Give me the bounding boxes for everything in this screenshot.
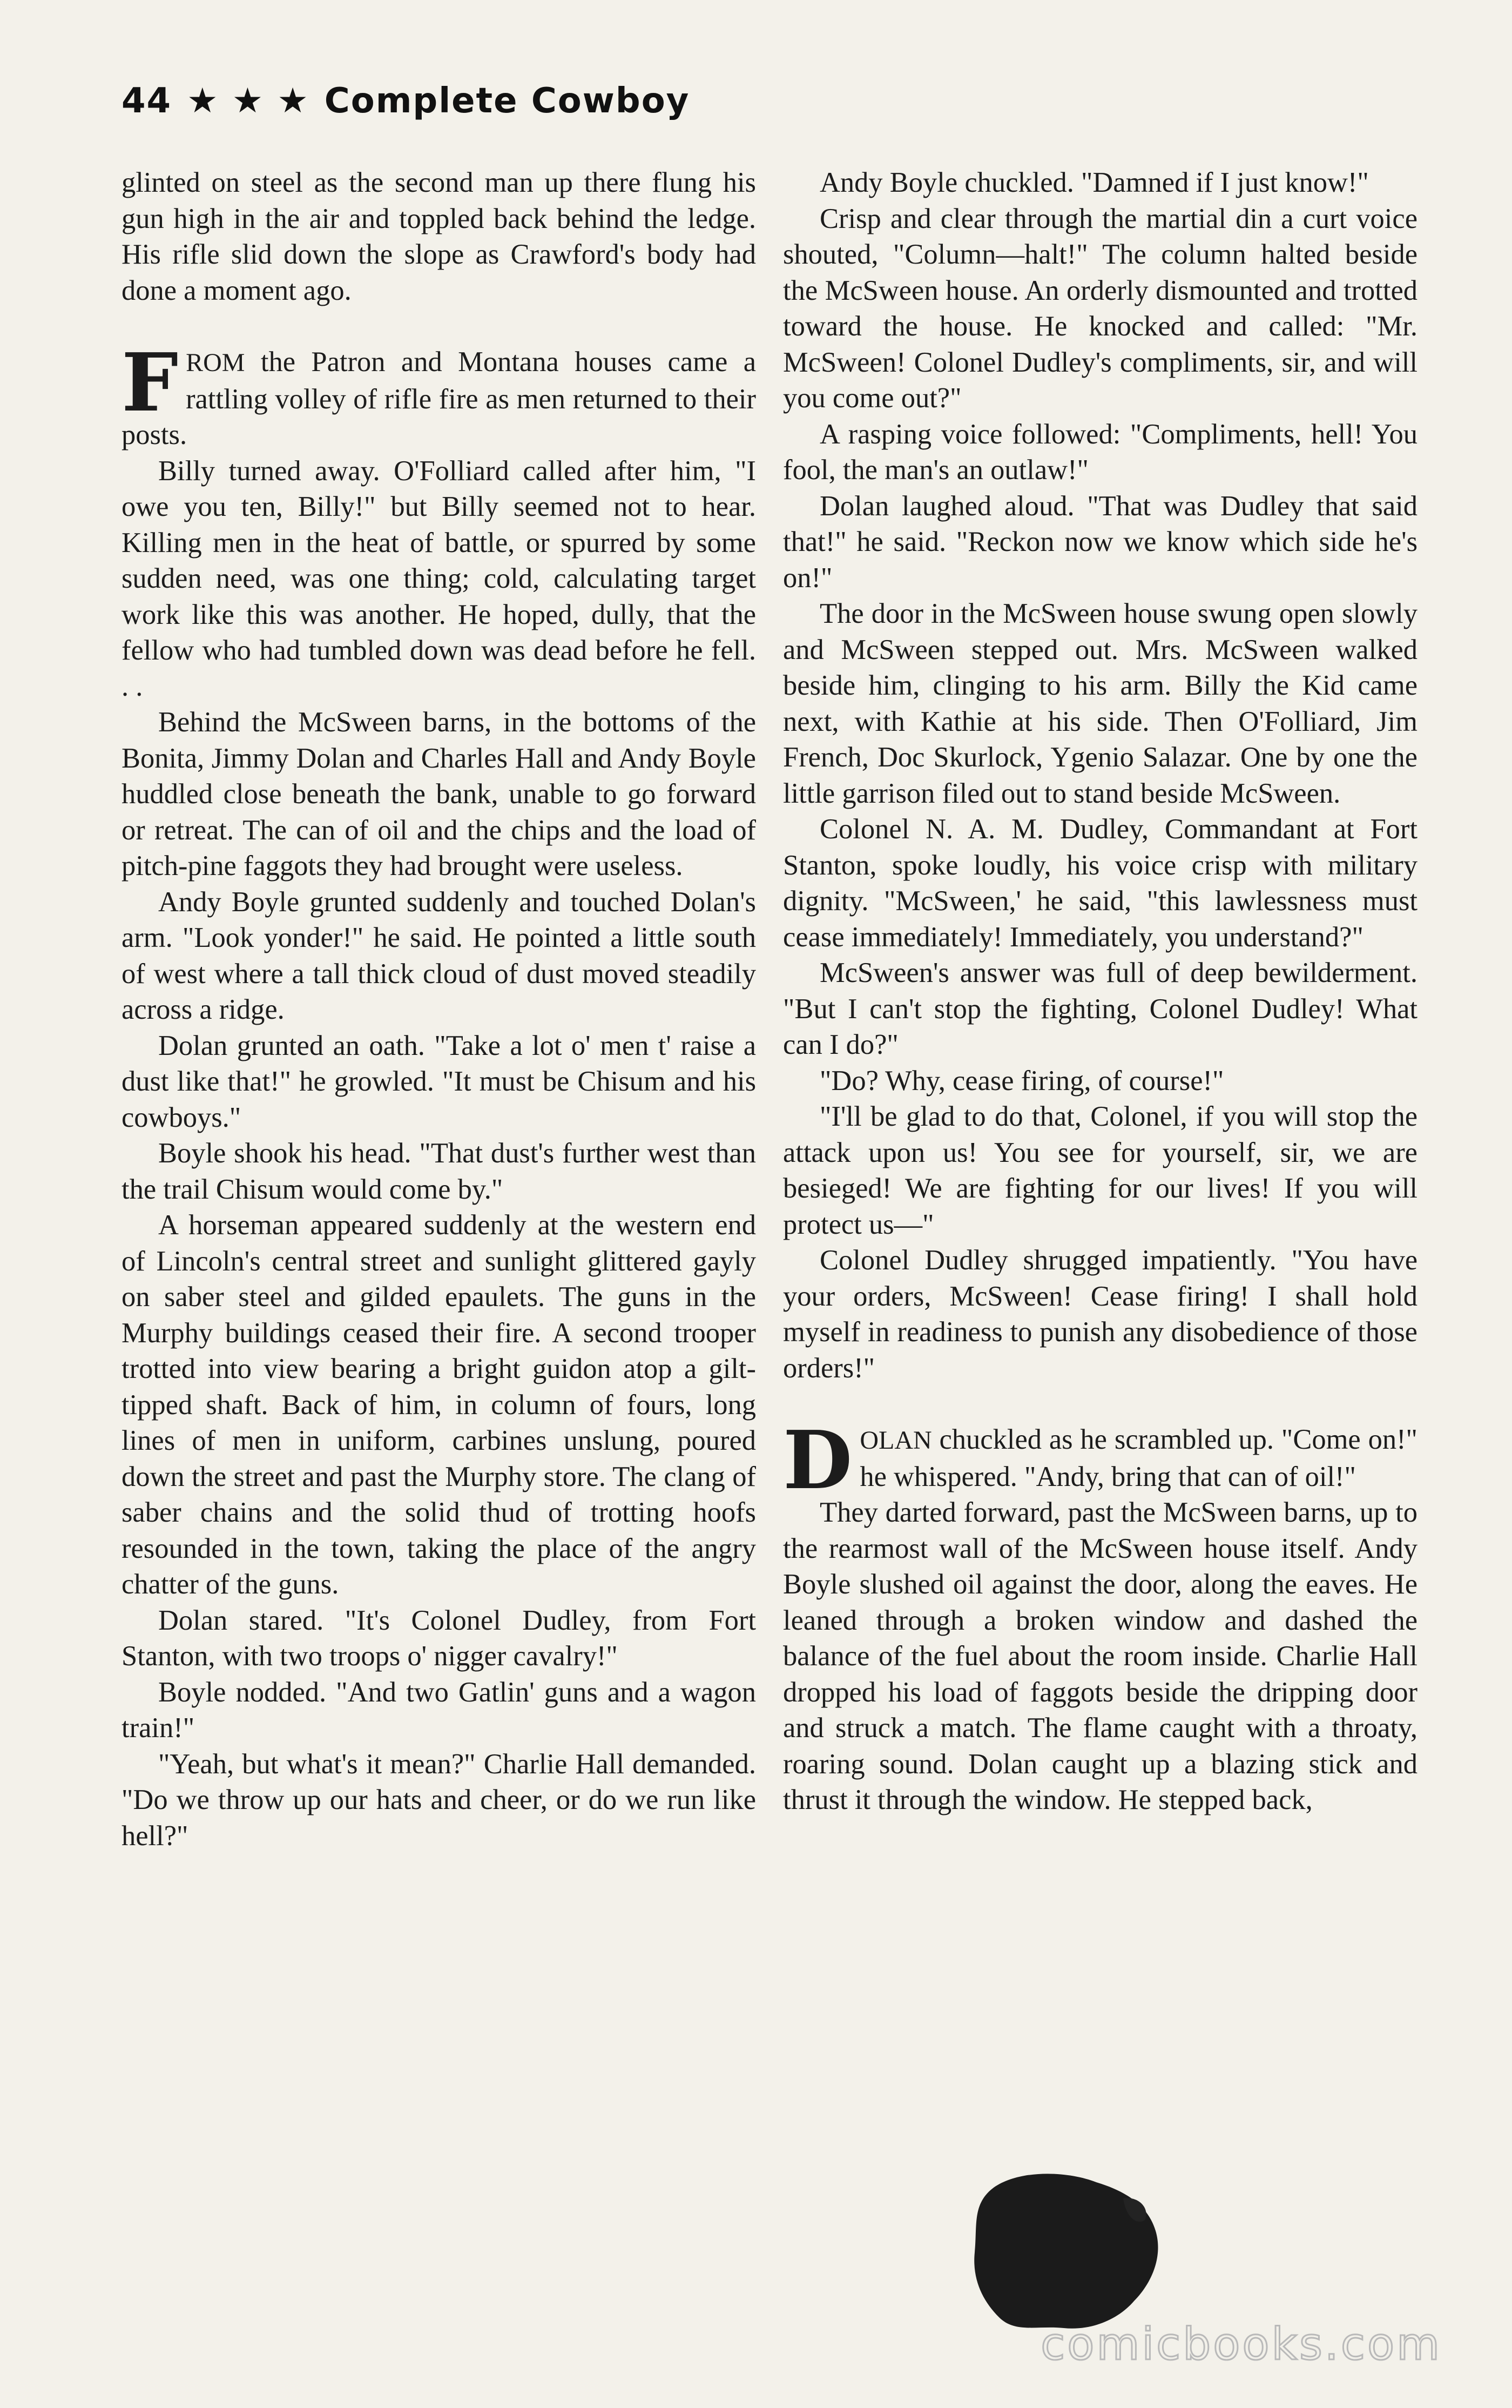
paragraph: Andy Boyle chuckled. "Damned if I just know!": [820, 167, 1369, 198]
paragraph: "Yeah, but what's it mean?" Charlie Hall demanded. "Do we throw up our hats and cheer, or do we run like hell?": [122, 1748, 756, 1852]
paragraph: A horseman appeared suddenly at the western end of Lincoln's central street and sunlight glittered gayly on saber steel and gilded epaulets. The guns in the Murphy buildings ceased their fire. A second trooper trotted into view bearing a bright guidon atop a gilt-tipped shaft. Back of him, in column of fours, long lines of men in uniform, carbines unslung, poured down the street and past the Murphy store. The clang of saber chains and the solid thud of trotting hoofs resounded in the town, taking the place of the angry chatter of the guns.: [122, 1209, 756, 1600]
drop-cap: F: [122, 335, 179, 429]
paragraph: Behind the McSween barns, in the bottoms of the Bonita, Jimmy Dolan and Charles Hall and Andy Boyle huddled close beneath the bank, unable to go forward or retreat. The can of oil and the chips and the load of pitch-pine faggots they had brought were useless.: [122, 707, 756, 882]
paragraph-text: chuckled as he scrambled up. "Come on!" he whispered. "Andy, bring that can of oil!": [860, 1424, 1418, 1492]
dropcap-paragraph: [122, 335, 756, 453]
paragraph: "Do? Why, cease firing, of course!": [820, 1065, 1224, 1097]
page-number: 44: [122, 81, 172, 121]
page-header: [122, 81, 705, 121]
paragraph: Dolan laughed aloud. "That was Dudley that said that!" he said. "Reckon now we know which side he's on!": [783, 490, 1418, 594]
paragraph: McSween's answer was full of deep bewilderment. "But I can't stop the fighting, Colonel Dudley! What can I do?": [783, 957, 1418, 1060]
lead-in: OLAN: [860, 1426, 932, 1455]
paragraph: Billy turned away. O'Folliard called after him, "I owe you ten, Billy!" but Billy seemed not to hear. Killing men in the heat of battle, or spurred by some sudden need, was one thing; cold, calculating target work like this was another. He hoped, dully, that the fellow who had tumbled down was dead before he fell. . .: [122, 455, 756, 702]
paragraph: Dolan grunted an oath. "Take a lot o' men t' raise a dust like that!" he growled. "It must be Chisum and his cowboys.": [122, 1030, 756, 1133]
ink-blot: [961, 2166, 1166, 2339]
paragraph: Crisp and clear through the martial din a curt voice shouted, "Column—halt!" The column halted beside the McSween house. An orderly dismounted and trotted toward the house. He knocked and called: "Mr. McSween! Colonel Dudley's compliments, sir, and will you come out?": [783, 203, 1418, 414]
paragraph: Colonel Dudley shrugged impatiently. "You have your orders, McSween! Cease firing! I shall hold myself in readiness to punish any disobedience of those orders!": [783, 1245, 1418, 1384]
paragraph: Dolan stared. "It's Colonel Dudley, from Fort Stanton, with two troops o' nigger cavalry!": [122, 1604, 756, 1672]
paragraph: Colonel N. A. M. Dudley, Commandant at Fort Stanton, spoke loudly, his voice crisp with military dignity. "McSween,' he said, "this lawlessness must cease immediately! Immediately, you understand?": [783, 813, 1418, 953]
dropcap-paragraph: [783, 1413, 1418, 1507]
drop-cap: D: [783, 1413, 853, 1507]
paragraph: Andy Boyle grunted suddenly and touched Dolan's arm. "Look yonder!" he said. He pointed a little south of west where a tall thick cloud of dust moved steadily across a ridge.: [122, 886, 756, 1025]
watermark: comicbooks.com: [1041, 2319, 1442, 2370]
stars-ornament: ★ ★ ★: [187, 81, 309, 121]
paragraph: The door in the McSween house swung open slowly and McSween stepped out. Mrs. McSween walked beside him, clinging to his arm. Billy the Kid came next, with Kathie at his side. Then O'Folliard, Jim French, Doc Skurlock, Ygenio Salazar. One by one the little garrison filed out to stand beside McSween.: [783, 598, 1418, 809]
paragraph: "I'll be glad to do that, Colonel, if you will stop the attack upon us! You see for yourself, sir, we are besieged! We are fighting for our lives! If you will protect us—": [783, 1101, 1418, 1240]
paragraph: They darted forward, past the McSween barns, up to the rearmost wall of the McSween house itself. Andy Boyle slushed oil against the door, along the eaves. He leaned through a broken window and dashed the balance of the fuel about the room inside. Charlie Hall dropped his load of faggots beside the dripping door and struck a match. The flame caught with a throaty, roaring sound. Dolan caught up a blazing stick and thrust it through the window. He stepped back,: [783, 1497, 1418, 1815]
paragraph: A rasping voice followed: "Compliments, hell! You fool, the man's an outlaw!": [783, 418, 1418, 486]
lead-in: ROM: [186, 348, 245, 377]
magazine-title: Complete Cowboy: [324, 81, 690, 121]
paragraph: Boyle shook his head. "That dust's further west than the trail Chisum would come by.": [122, 1138, 756, 1205]
paragraph: Boyle nodded. "And two Gatlin' guns and a wagon train!": [122, 1676, 756, 1744]
paragraph-text: the Patron and Montana houses came a rattling volley of rifle fire as men returned to their posts.: [122, 346, 756, 450]
left-column: [122, 165, 756, 1854]
paragraph: glinted on steel as the second man up there flung his gun high in the air and toppled back behind the ledge. His rifle slid down the slope as Crawford's body had done a moment ago.: [122, 167, 756, 306]
right-column: [783, 165, 1418, 1818]
